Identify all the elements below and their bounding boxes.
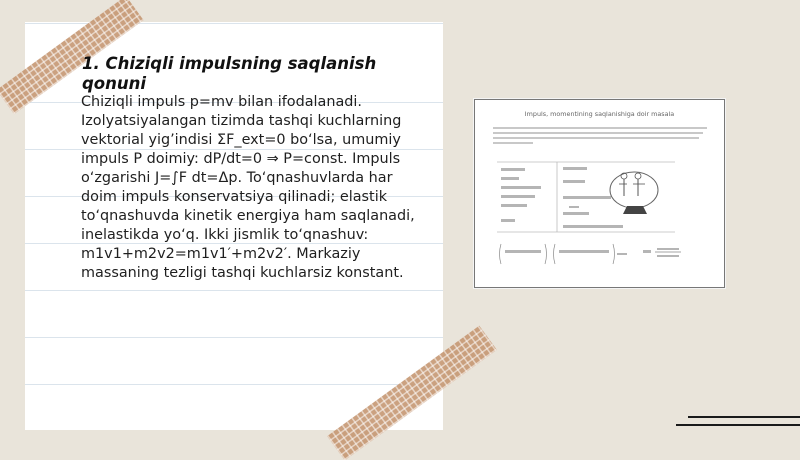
figure-intro-lines [493,127,707,144]
figure-illustration [475,100,726,289]
figure-middle-formulas [563,167,623,228]
figure-title: Impuls, momentining saqlanishiga doir masala [524,110,675,118]
figure-bottom-formulas [500,244,682,264]
slide-body-text: Chiziqli impuls p=mv bilan ifodalanadi. Izolyatsiyalangan tizimda tashqi kuchlarning vektorial yig’indisi ΣF_ext=0 bo‘lsa, umumiy impuls P doimiy: dP/dt=0 ⇒ P=const. Impuls o‘zgarishi J=∫F dt=Δp. To‘qnashuvlarda har doim impuls konservatsiya qilinadi; elastik to‘qnashuvda kinetik energiya ham saqlanadi, inelastikda yo‘q. Ikki jismlik to‘qnashuv: m1v1+m2v2=m1v1′+m2v2′. Markaziy massaning tezligi tashqi kuchlarsiz konstant. [81,94,415,281]
problem-figure [474,99,725,288]
decorative-lines [676,416,800,432]
slide-title: 1. Chiziqli impulsning saqlanish qonuni [82,54,377,93]
figure-diagram [610,172,658,214]
figure-left-formulas [501,168,541,222]
